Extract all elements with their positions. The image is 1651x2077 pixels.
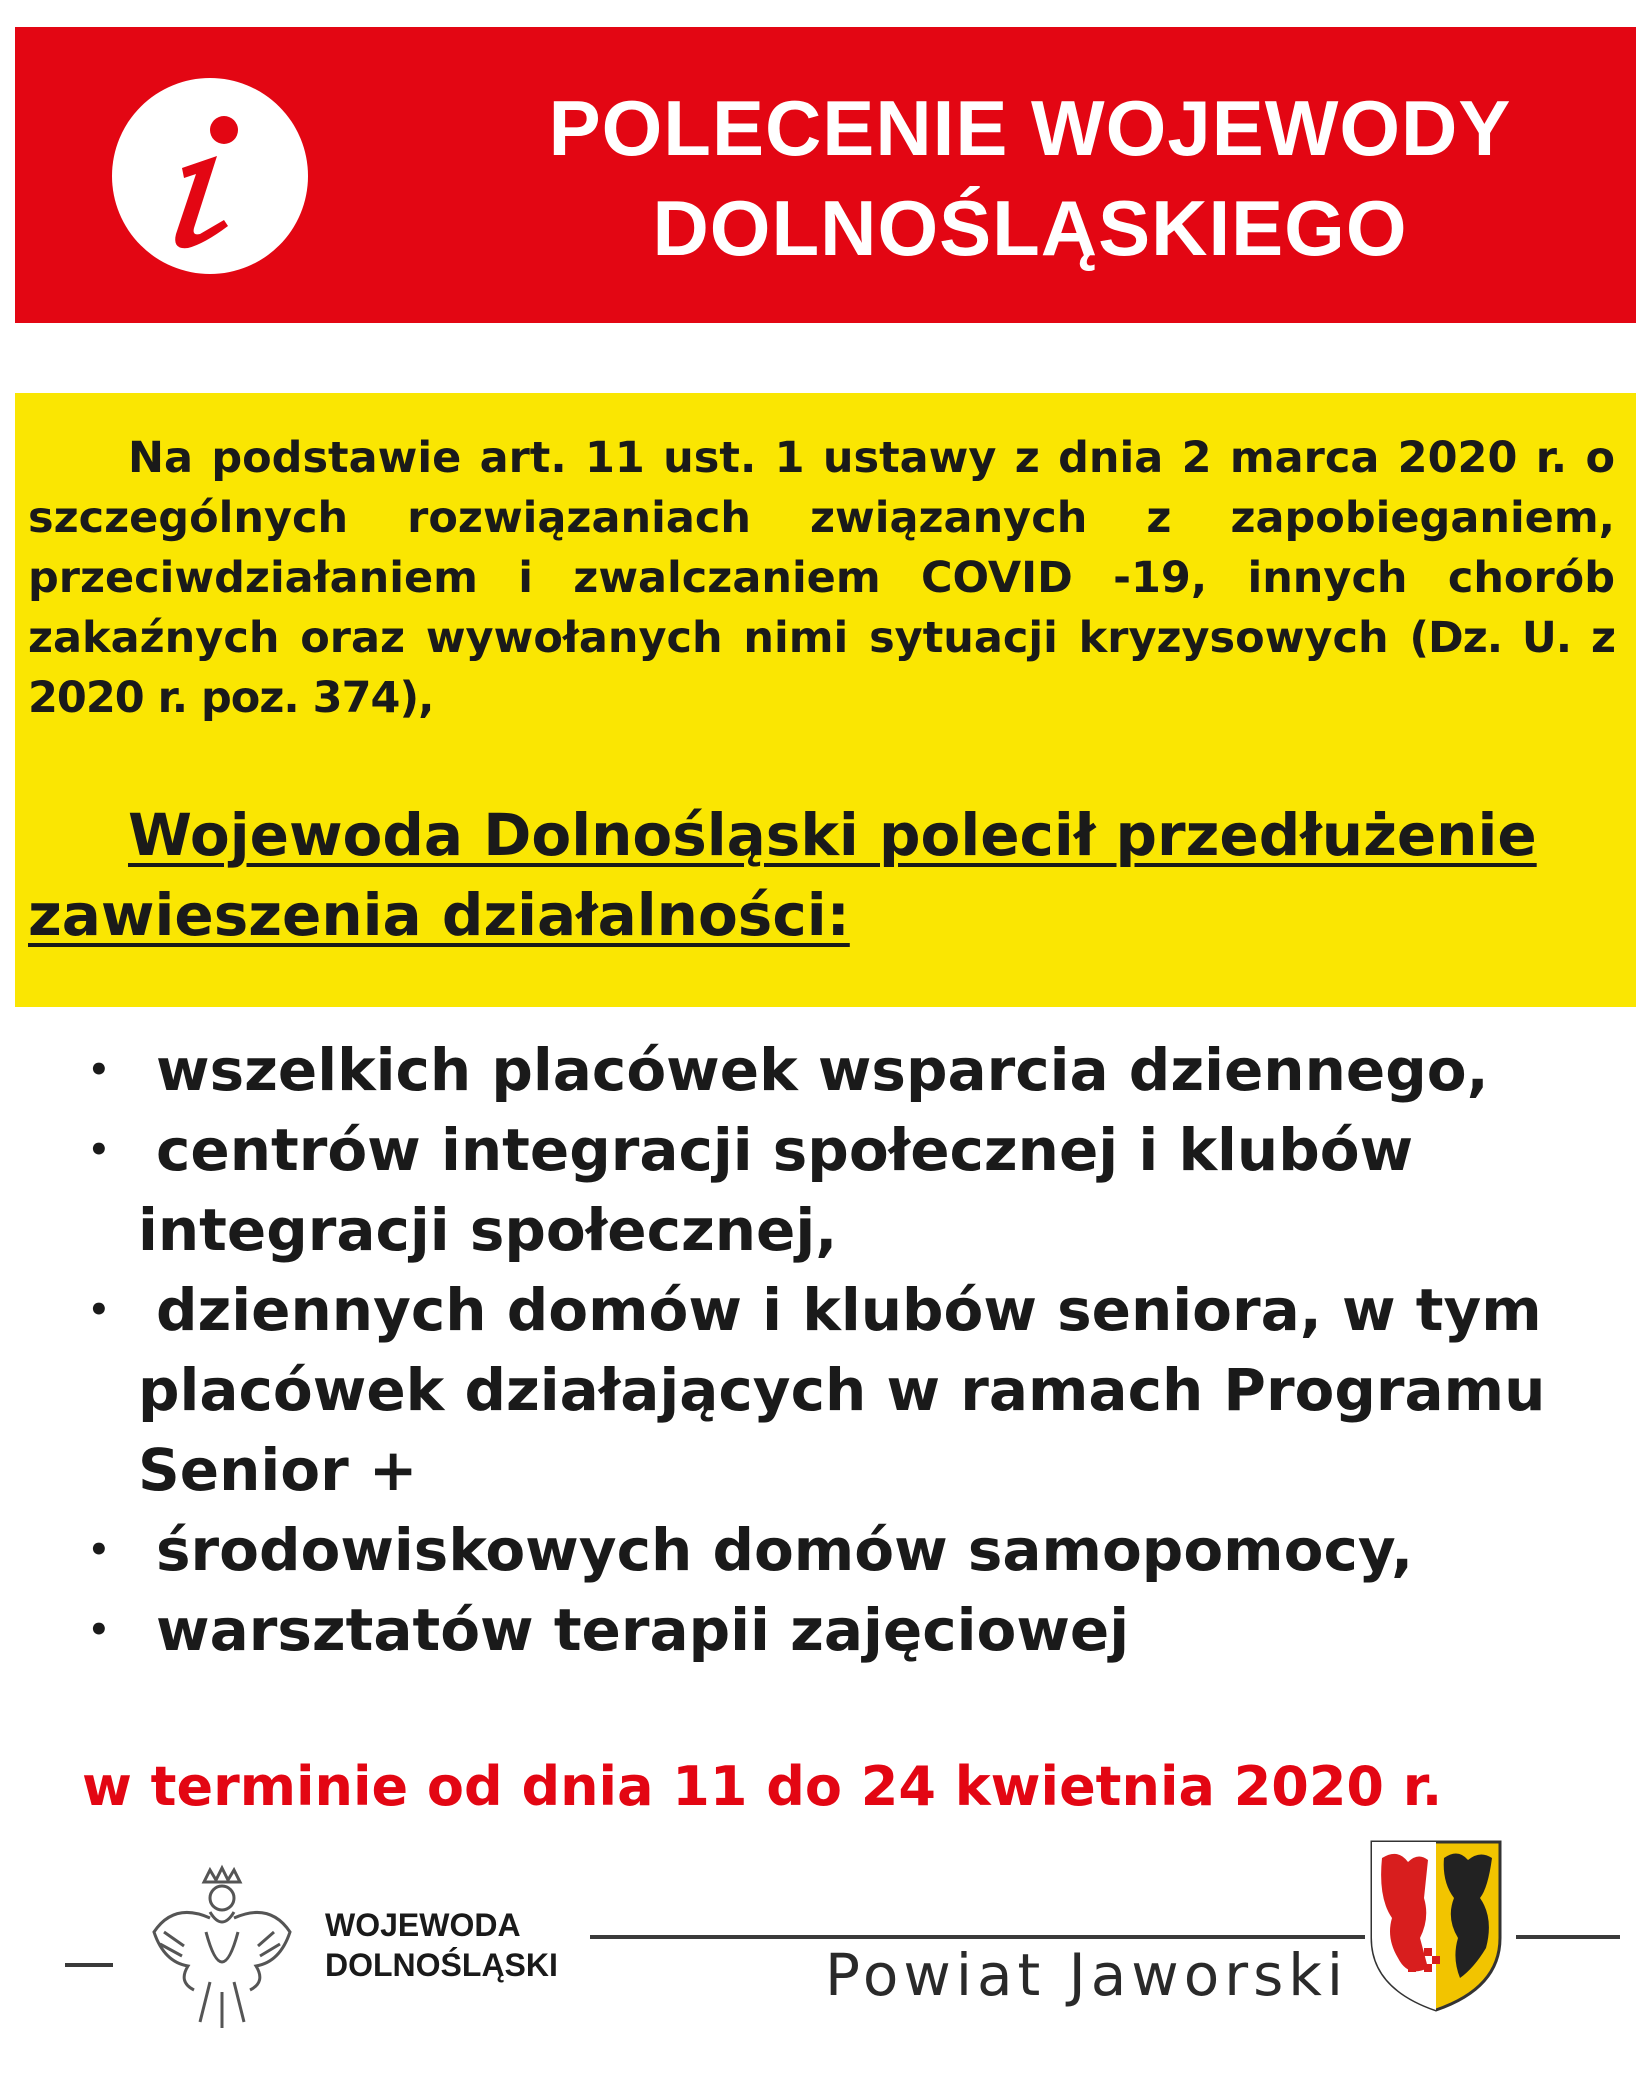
list-item: • wszelkich placówek wsparcia dziennego,	[80, 1030, 1620, 1110]
info-icon	[112, 78, 308, 274]
list-item: • warsztatów terapii zajęciowej	[80, 1590, 1620, 1670]
suspended-facilities-list	[80, 1030, 1620, 1670]
divider-middle	[590, 1935, 1365, 1939]
page-title	[420, 78, 1640, 278]
bullet-icon: •	[88, 1530, 110, 1570]
powiat-name: Powiat Jaworski	[825, 1941, 1348, 2009]
heading-line-2: zawieszenia działalności:	[28, 881, 850, 949]
bullet-icon: •	[88, 1610, 110, 1650]
bullet-icon: •	[88, 1130, 110, 1170]
legal-basis-text	[28, 428, 1615, 728]
divider-right	[1516, 1935, 1620, 1939]
list-item: • dziennych domów i klubów seniora, w tym placówek działających w ramach Programu Senior +	[80, 1270, 1620, 1510]
heading-line-1: Wojewoda Dolnośląski polecił przedłużenie	[128, 801, 1537, 869]
voivode-label	[325, 1905, 558, 1985]
legal-citation: (Dz. U. z 2020 r. poz. 374),	[28, 613, 1615, 723]
divider-left	[65, 1963, 113, 1967]
title-line-1: POLECENIE WOJEWODY	[548, 84, 1512, 172]
bullet-icon: •	[88, 1290, 110, 1330]
date-range: w terminie od dnia 11 do 24 kwietnia 2020 r.	[82, 1755, 1443, 1818]
order-heading	[28, 795, 1628, 955]
voivode-line-2: DOLNOŚLĄSKI	[325, 1947, 558, 1983]
voivode-line-1: WOJEWODA	[325, 1907, 521, 1943]
list-item: • środowiskowych domów samopomocy,	[80, 1510, 1620, 1590]
eagle-emblem-icon	[144, 1862, 294, 2032]
legal-rest: o szczególnych rozwiązaniach związanych z zapobieganiem, przeciwdziałaniem i zwalczaniem COVID -19, innych chorób zakaźnych oraz wywołanych nimi sytuacji kryzysowych	[28, 433, 1615, 663]
legal-line-1: Na podstawie art. 11 ust. 1 ustawy z dnia 2 marca 2020 r.	[128, 433, 1568, 483]
bullet-icon: •	[88, 1050, 110, 1090]
coat-of-arms-icon	[1368, 1838, 1504, 2014]
title-line-2: DOLNOŚLĄSKIEGO	[652, 184, 1408, 272]
list-item: • centrów integracji społecznej i klubów integracji społecznej,	[80, 1110, 1620, 1270]
